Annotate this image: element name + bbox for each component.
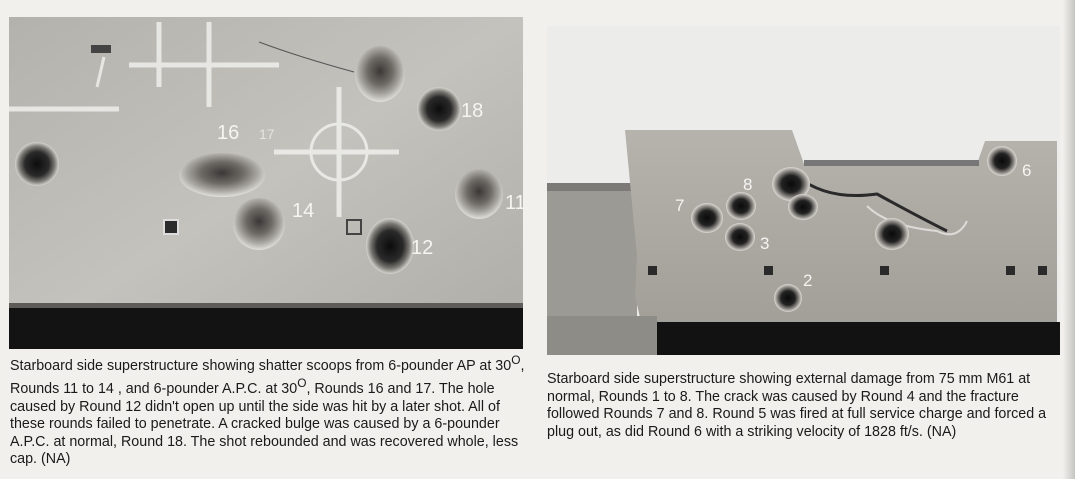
degree-superscript: O: [511, 353, 521, 367]
shot-hole: [987, 146, 1017, 176]
shot-hole: [417, 87, 461, 131]
shot-hole: [725, 223, 755, 251]
right-photo-image: [547, 26, 1060, 355]
rail: [804, 160, 979, 166]
shot-hole: [233, 198, 285, 250]
right-photo: [547, 26, 1060, 355]
bolt-fitting: [91, 45, 111, 53]
bolt-fitting: [164, 220, 178, 234]
shot-hole: [691, 203, 723, 233]
round-label: 3: [760, 234, 770, 253]
caption-text: Starboard side superstructure showing shatter scoops from 6-pounder AP at 30: [10, 357, 512, 374]
round-label: 18: [461, 100, 484, 122]
round-label: 12: [411, 237, 434, 259]
left-photo: [9, 17, 526, 349]
shot-hole: [15, 142, 59, 186]
bolt-fitting: [1006, 266, 1015, 275]
left-caption: [10, 352, 530, 469]
horizon: [547, 183, 637, 191]
round-label: 11: [505, 192, 526, 214]
round-label: 17: [259, 126, 275, 142]
round-label: 16: [217, 122, 240, 144]
right-caption: Starboard side superstructure showing external damage from 75 mm M61 at normal, Rounds 1 to 8. The crack was caused by Round 4 and the fracture followed Rounds 7 and 8. Round 5 was fired at full service charge and forced a plug out, as did Round 6 with a striking velocity of 1828 ft/s. (NA): [547, 371, 1047, 440]
deck-shadow: [647, 322, 1060, 355]
shot-hole: [875, 218, 909, 250]
deck-shadow: [9, 307, 523, 349]
caption-text: , Rounds 16 and 17. The hole caused by Round 12 didn't open up until the side was hit by a later shot. All of these rounds failed to penetrate. A cracked bulge was caused by a 6-pounder A.P.C. at normal, Round 18. The shot rebounded and was recovered whole, less cap. (NA): [10, 381, 519, 468]
round-label: 2: [803, 271, 813, 290]
shot-hole: [726, 192, 756, 220]
round-label: 14: [292, 200, 315, 222]
shot-hole: [788, 194, 818, 220]
bolt-fitting: [1038, 266, 1047, 275]
ground: [547, 183, 637, 323]
ground-foreground: [547, 316, 657, 355]
shot-hole: [355, 46, 405, 102]
shot-hole: [366, 218, 414, 274]
round-label: 8: [743, 175, 753, 194]
left-photo-image: [9, 17, 526, 349]
bolt-fitting: [880, 266, 889, 275]
bolt-fitting: [648, 266, 657, 275]
shot-hole: [179, 153, 265, 197]
round-label: 6: [1022, 161, 1032, 180]
bolt-fitting: [764, 266, 773, 275]
shot-hole: [455, 169, 503, 219]
caption-text: , Rounds 11 to 14 , and 6-pounder A.P.C. at 30: [10, 357, 525, 398]
round-label: 7: [675, 196, 685, 215]
plate-edge: [9, 303, 523, 308]
shot-hole: [774, 284, 802, 312]
degree-superscript: O: [297, 376, 307, 391]
page-edge-shadow: [1063, 0, 1075, 479]
